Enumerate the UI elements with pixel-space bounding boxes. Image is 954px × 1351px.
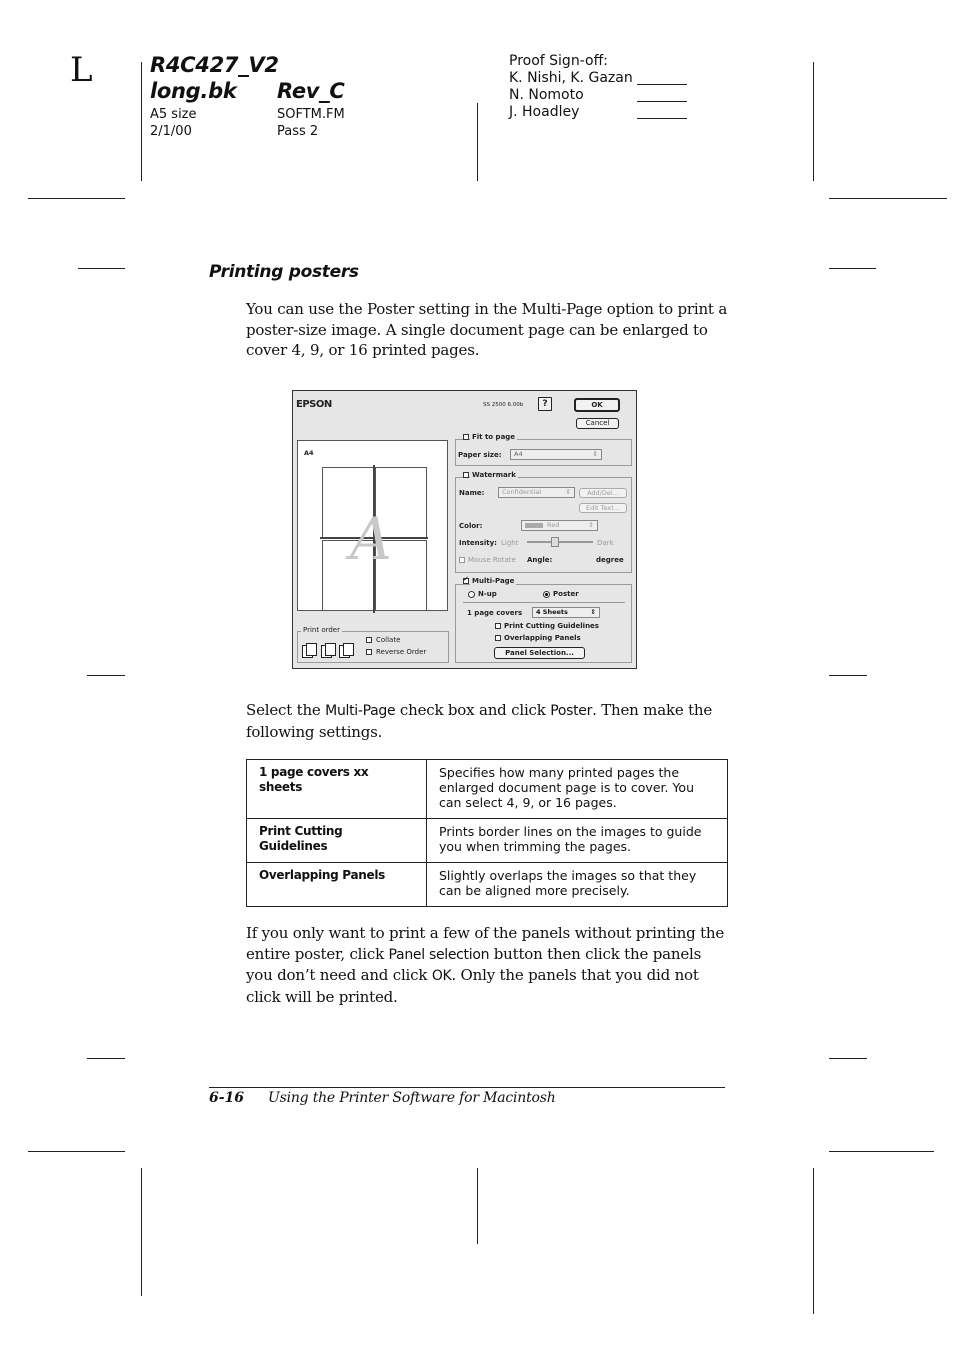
header-size: A5 size [150, 107, 197, 122]
mouse-rotate-checkbox[interactable] [459, 557, 465, 563]
crop-mark [141, 62, 142, 181]
table-row [247, 819, 728, 863]
running-title: Using the Printer Software for Macintosh [268, 1090, 556, 1106]
mouse-rotate-label: Mouse Rotate [468, 556, 516, 564]
table-row [247, 863, 728, 907]
corner-letter: L [70, 50, 93, 90]
ok-button[interactable]: OK [574, 398, 620, 412]
nup-radio[interactable] [468, 591, 475, 598]
collate-checkbox[interactable] [366, 637, 372, 643]
watermark-label: Watermark [472, 471, 516, 479]
footer-rule [209, 1087, 725, 1088]
header-title: R4C427_V2 [150, 53, 279, 77]
watermark-checkbox[interactable] [463, 472, 469, 478]
print-order-title: Print order [303, 626, 340, 634]
crop-mark [28, 198, 125, 199]
header-pass: Pass 2 [277, 124, 319, 139]
crop-mark [87, 1058, 125, 1059]
crop-mark [829, 198, 947, 199]
driver-version: SS 2500 6.00b [483, 402, 524, 408]
intensity-dark-label: Dark [597, 539, 614, 547]
header-book: long.bk [150, 79, 237, 103]
color-select[interactable]: Red ⇕ [521, 520, 598, 531]
help-button[interactable]: ? [538, 397, 552, 411]
ok-term: OK [431, 968, 452, 984]
nup-label: N-up [478, 590, 497, 598]
page-preview [297, 440, 448, 611]
signoff-line [637, 118, 687, 119]
setting-description: Specifies how many printed pages the enlarged document page is to cover. You can select 4, 9, or 16 pages. [427, 760, 728, 819]
multi-page-checkbox[interactable] [463, 578, 469, 584]
edit-text-button[interactable]: Edit Text... [579, 503, 627, 513]
setting-description: Slightly overlaps the images so that they can be aligned more precisely. [427, 863, 728, 907]
paper-size-select[interactable]: A4 ⇕ [510, 449, 602, 460]
crop-mark [829, 1058, 867, 1059]
page-number: 6-16 [209, 1090, 245, 1106]
fit-to-page-checkbox[interactable] [463, 434, 469, 440]
overlapping-label: Overlapping Panels [504, 634, 581, 642]
intensity-slider[interactable] [527, 541, 593, 543]
fit-to-page-label: Fit to page [472, 433, 516, 441]
divider [463, 602, 625, 603]
watermark-name-select[interactable]: Confidential ⇕ [498, 487, 575, 498]
name-label: Name: [459, 489, 485, 497]
angle-label: Angle: [527, 556, 553, 564]
multi-page-label: Multi-Page [472, 577, 515, 585]
intensity-slider-thumb[interactable] [551, 537, 559, 547]
crop-mark [829, 675, 867, 676]
page-covers-select[interactable]: 4 Sheets ⇕ [532, 607, 600, 618]
paper-size-label: Paper size: [458, 451, 502, 459]
multi-page-term: Multi-Page [325, 703, 396, 719]
signoff-name: K. Nishi, K. Gazan [509, 70, 633, 86]
panel-selection-button[interactable]: Panel Selection... [494, 647, 585, 659]
epson-logo: EPSON [296, 399, 332, 410]
watermark-letter: A [350, 505, 392, 573]
color-swatch [525, 523, 543, 528]
instruction-paragraph: Select the Multi-Page check box and click Poster. Then make the following settings. [246, 701, 713, 741]
page-order-icon [302, 643, 348, 657]
signoff-name: J. Hoadley [509, 104, 580, 120]
print-dialog [292, 390, 637, 669]
cancel-button[interactable]: Cancel [576, 418, 619, 429]
header-date: 2/1/00 [150, 124, 192, 139]
signoff-title: Proof Sign-off: [509, 53, 608, 69]
crop-mark [813, 1168, 814, 1314]
poster-term: Poster [550, 703, 593, 719]
poster-radio[interactable] [543, 591, 550, 598]
intensity-label: Intensity: [459, 539, 497, 547]
popup-arrows-icon: ⇕ [592, 450, 598, 458]
poster-label: Poster [553, 590, 579, 598]
popup-arrows-icon: ⇕ [565, 488, 571, 496]
intensity-light-label: Light [501, 539, 519, 547]
crop-mark [87, 675, 125, 676]
page-covers-label: 1 page covers [467, 609, 523, 617]
closing-paragraph: If you only want to print a few of the panels without printing the entire poster, click Panel selection button then click the panels you don’t need and click OK. Only the panels that you did not click will be printed. [246, 924, 725, 1006]
setting-description: Prints border lines on the images to guide you when trimming the pages. [427, 819, 728, 863]
setting-name: Print Cutting Guidelines [247, 819, 427, 863]
crop-mark [829, 268, 876, 269]
intro-paragraph: You can use the Poster setting in the Multi-Page option to print a poster-size image. A single document page can be enlarged to cover 4, 9, or 16 printed pages. [246, 300, 728, 359]
settings-table [246, 759, 728, 907]
table-row [247, 760, 728, 819]
print-cutting-label: Print Cutting Guidelines [504, 622, 599, 630]
print-cutting-checkbox[interactable] [495, 623, 501, 629]
reverse-order-checkbox[interactable] [366, 649, 372, 655]
crop-mark [829, 1151, 934, 1152]
signoff-line [637, 101, 687, 102]
add-del-button[interactable]: Add/Del... [579, 488, 627, 498]
panel-selection-term: Panel selection [388, 946, 490, 963]
signoff-line [637, 84, 687, 85]
crop-mark [477, 103, 478, 181]
popup-arrows-icon: ⇕ [590, 608, 596, 616]
preview-paper-label: A4 [304, 449, 314, 457]
collate-label: Collate [376, 636, 401, 644]
crop-mark [28, 1151, 125, 1152]
crop-mark [477, 1168, 478, 1244]
setting-name: 1 page covers xx sheets [247, 760, 427, 819]
crop-mark [141, 1168, 142, 1296]
angle-unit: degree [596, 556, 624, 564]
header-revision: Rev_C [277, 79, 345, 103]
section-heading: Printing posters [209, 262, 359, 282]
setting-name: Overlapping Panels [247, 863, 427, 907]
signoff-name: N. Nomoto [509, 87, 584, 103]
overlapping-checkbox[interactable] [495, 635, 501, 641]
reverse-order-label: Reverse Order [376, 648, 427, 656]
crop-mark [813, 62, 814, 181]
crop-mark [78, 268, 125, 269]
popup-arrows-icon: ⇕ [588, 521, 594, 529]
header-file: SOFTM.FM [277, 107, 345, 122]
color-label: Color: [459, 522, 483, 530]
